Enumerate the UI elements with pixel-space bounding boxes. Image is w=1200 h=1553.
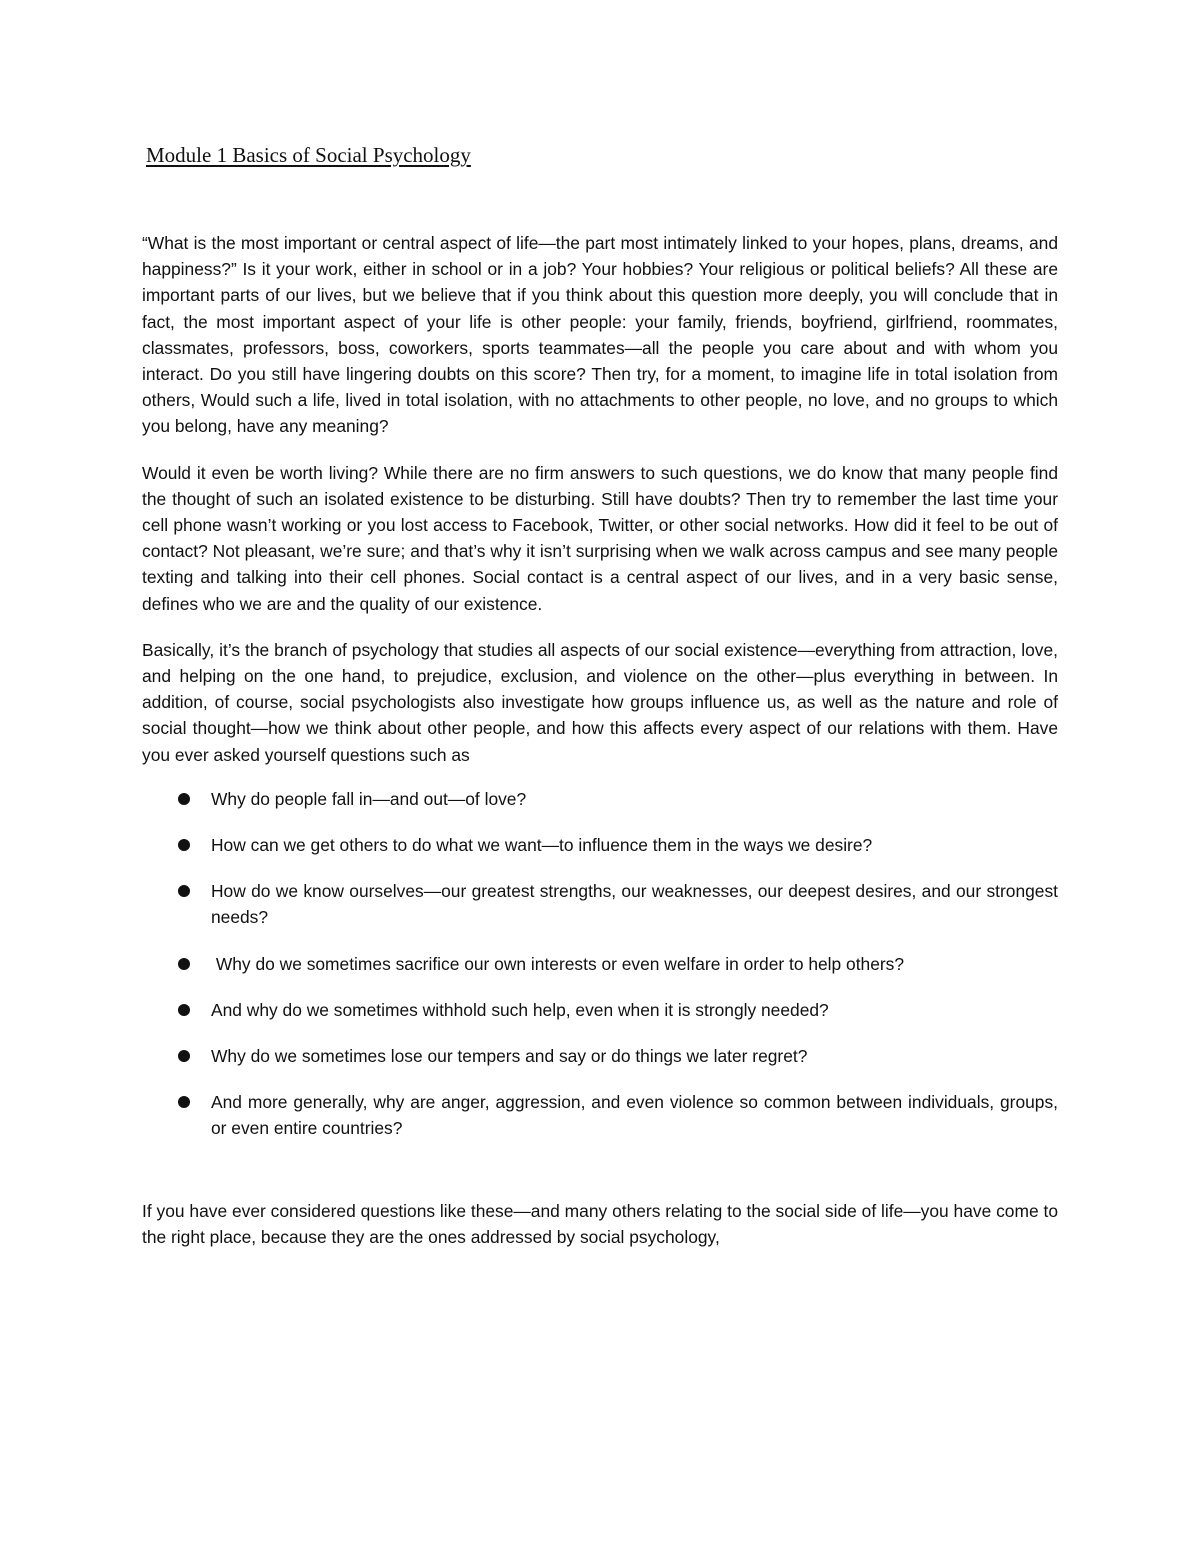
list-item	[142, 997, 1058, 1023]
bullet-icon	[178, 793, 190, 805]
paragraph-isolation: Would it even be worth living? While there are no firm answers to such questions, we do know that many people find the thought of such an isolated existence to be disturbing. Still have doubts? Then try to remember the last time your cell phone wasn’t working or you lost access to Facebook, Twitter, or other social networks. How did it feel to be out of contact? Not pleasant, we’re sure; and that’s why it isn’t surprising when we walk across campus and see many people texting and talking into their cell phones. Social contact is a central aspect of our lives, and in a very basic sense, defines who we are and the quality of our existence.	[142, 462, 1058, 614]
list-item	[142, 1089, 1058, 1141]
list-item	[142, 832, 1058, 858]
list-item-text: And why do we sometimes withhold such help, even when it is strongly needed?	[211, 999, 829, 1020]
list-item	[142, 786, 1058, 812]
list-item-text: Why do people fall in—and out—of love?	[211, 788, 527, 809]
list-item-text: Why do we sometimes lose our tempers and say or do things we later regret?	[211, 1046, 808, 1067]
questions-list	[142, 786, 1058, 1142]
bullet-icon	[178, 885, 190, 897]
document-body	[142, 140, 1058, 1250]
bullet-icon	[178, 839, 190, 851]
paragraph-closing: If you have ever considered questions like these—and many others relating to the social side of life—you have come to the right place, because they are the ones addressed by social psychology,	[142, 1200, 1058, 1247]
paragraph-intro: “What is the most important or central aspect of life—the part most intimately linked to your hopes, plans, dreams, and happiness?” Is it your work, either in school or in a job? Your hobbies? Your religious or political beliefs? All these are important parts of our lives, but we believe that if you think about this question more deeply, you will conclude that in fact, the most important aspect of your life is other people: your family, friends, boyfriend, girlfriend, roommates, classmates, professors, boss, coworkers, sports teammates—all the people you care about and with whom you interact. Do you still have lingering doubts on this score? Then try, for a moment, to imagine life in total isolation from others, Would such a life, lived in total isolation, with no attachments to other people, no love, and no groups to which you belong, have any meaning?	[142, 233, 1058, 437]
document-title: Module 1 Basics of Social Psychology	[146, 143, 471, 167]
bullet-icon	[178, 1004, 190, 1016]
paragraph-definition: Basically, it’s the branch of psychology that studies all aspects of our social existence—everything from attraction, love, and helping on the one hand, to prejudice, exclusion, and violence on the other—plus everything in between. In addition, of course, social psychologists also investigate how groups influence us, as well as the nature and role of social thought—how we think about other people, and how this affects every aspect of our relations with them. Have you ever asked yourself questions such as	[142, 639, 1058, 765]
list-item-text: How can we get others to do what we want—to influence them in the ways we desire?	[211, 835, 873, 856]
bullet-icon	[178, 1050, 190, 1062]
list-item	[142, 951, 1058, 977]
list-item	[142, 878, 1058, 930]
list-item-text: And more generally, why are anger, aggression, and even violence so common between individuals, groups, or even entire countries?	[211, 1092, 1058, 1139]
list-item-text: How do we know ourselves—our greatest strengths, our weaknesses, our deepest desires, and our strongest needs?	[211, 881, 1058, 928]
list-item	[142, 1043, 1058, 1069]
bullet-icon	[178, 958, 190, 970]
list-item-text: Why do we sometimes sacrifice our own interests or even welfare in order to help others?	[211, 953, 905, 974]
bullet-icon	[178, 1096, 190, 1108]
